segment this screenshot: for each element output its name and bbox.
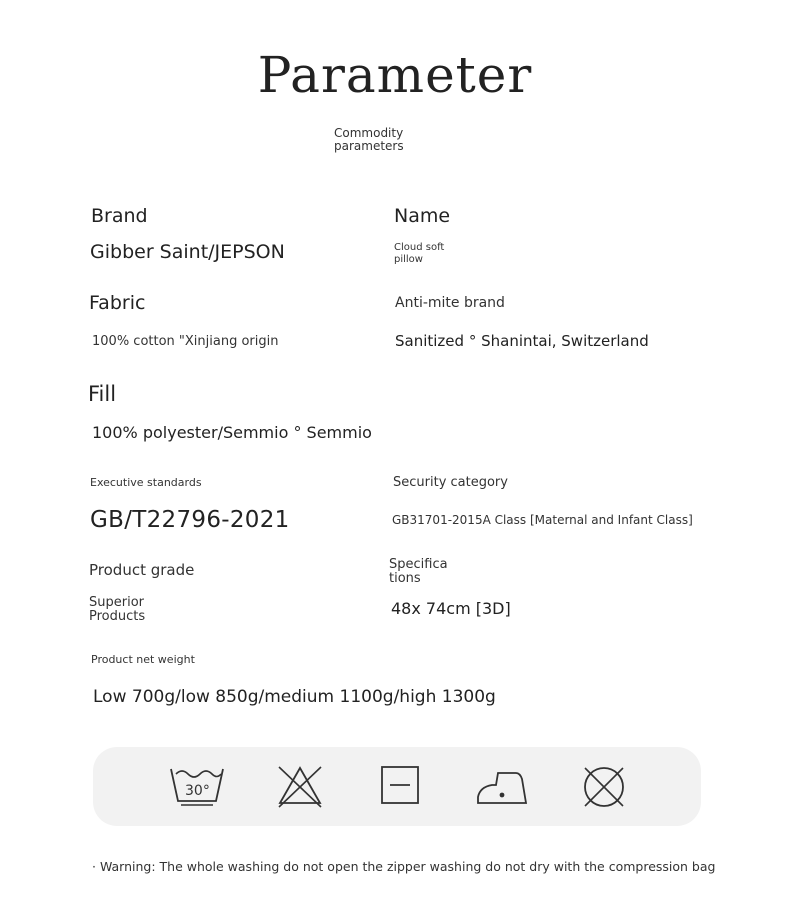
page-title: Parameter	[257, 46, 533, 104]
brand-label: Brand	[91, 205, 148, 227]
product-grade-label: Product grade	[89, 561, 195, 579]
specifications-label: Specifica tions	[389, 557, 448, 586]
dry-flat-icon	[380, 765, 420, 807]
net-weight-label: Product net weight	[91, 653, 195, 666]
iron-low-icon	[476, 769, 528, 807]
executive-standards-value: GB/T22796-2021	[90, 507, 290, 533]
wash-30-icon	[169, 765, 225, 807]
name-label: Name	[394, 205, 451, 227]
no-dry-clean-icon	[582, 765, 626, 809]
product-grade-value: Superior Products	[89, 595, 146, 624]
executive-standards-label: Executive standards	[90, 476, 202, 489]
specifications-value: 48x 74cm [3D]	[391, 599, 511, 618]
security-category-value: GB31701-2015A Class [Maternal and Infant Class]	[392, 513, 693, 527]
no-bleach-icon	[277, 765, 323, 809]
security-category-label: Security category	[393, 475, 508, 490]
page-subtitle: Commodity parameters	[334, 126, 404, 153]
care-instructions-bar	[93, 747, 701, 826]
anti-mite-value: Sanitized ° Shanintai, Switzerland	[395, 332, 649, 350]
fill-value: 100% polyester/Semmio ° Semmio	[92, 423, 372, 442]
warning-note: · Warning: The whole washing do not open the zipper washing do not dry with the compression bag	[92, 859, 716, 874]
fabric-value: 100% cotton "Xinjiang origin	[92, 334, 279, 349]
fill-label: Fill	[88, 382, 117, 406]
name-value: Cloud soft pillow	[394, 242, 445, 265]
anti-mite-label: Anti-mite brand	[395, 295, 505, 311]
wash-temp-label: 30°	[185, 783, 210, 799]
net-weight-value: Low 700g/low 850g/medium 1100g/high 1300g	[93, 687, 496, 707]
brand-value: Gibber Saint/JEPSON	[90, 241, 285, 263]
fabric-label: Fabric	[89, 292, 146, 314]
